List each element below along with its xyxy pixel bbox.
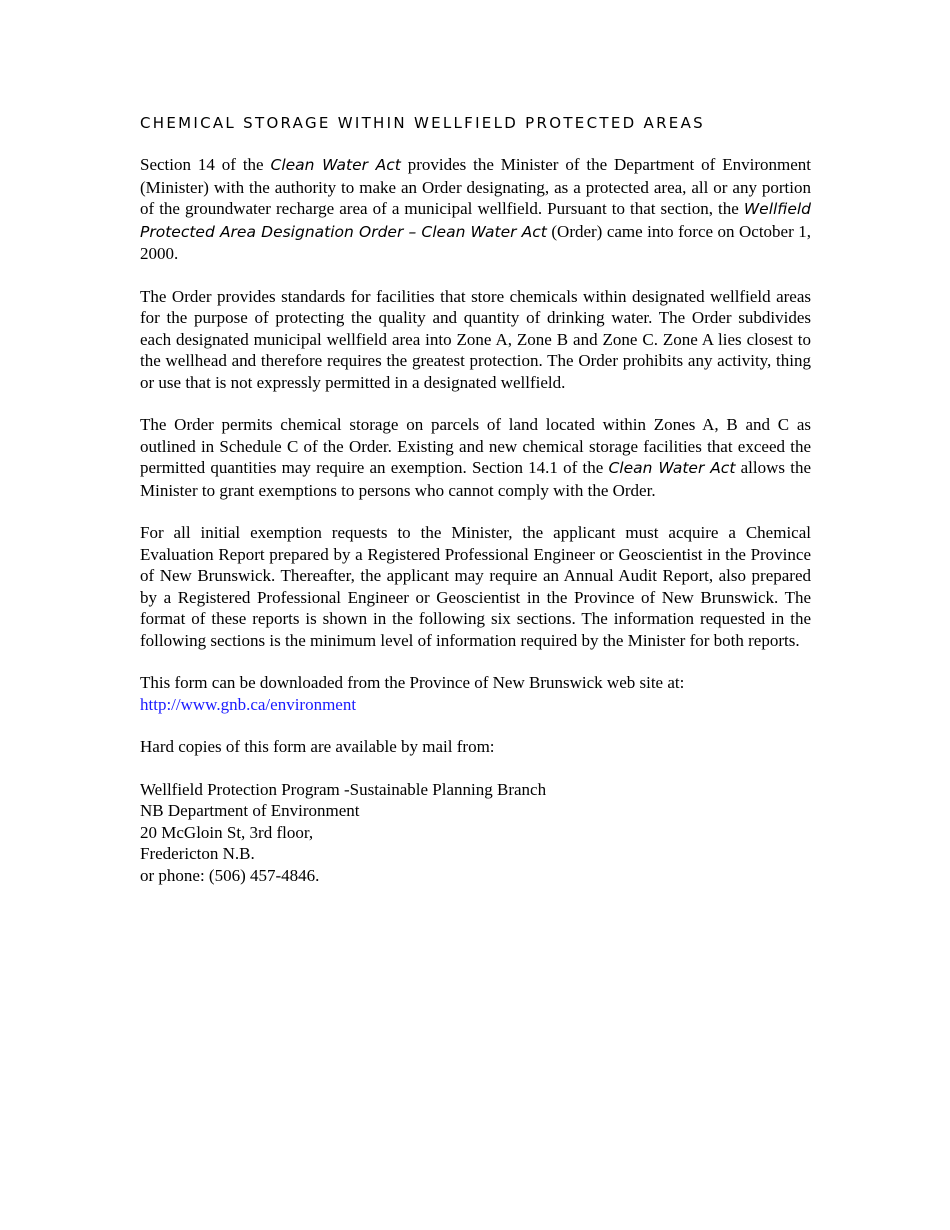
- order-title: Wellfield Protected Area Designation Order – Clean Water Act: [140, 200, 811, 241]
- paragraph-order-standards: The Order provides standards for facilities that store chemicals within designated wellfield areas for the purpose of protecting the quality and quantity of drinking water. The Order subdivides each designated municipal wellfield area into Zone A, Zone B and Zone C. Zone A lies closest to the wellhead and therefore requires the greatest protection. The Order prohibits any activity, thing or use that is not expressly permitted in a designated wellfield.: [140, 286, 811, 392]
- p1-text-1: Section 14 of the: [140, 155, 271, 174]
- address-line-2: NB Department of Environment: [140, 801, 360, 820]
- document-page: [140, 112, 811, 886]
- paragraph-clean-water-act: [140, 154, 811, 265]
- paragraph-download: [140, 672, 811, 715]
- mailing-address: [140, 779, 811, 887]
- environment-website-link[interactable]: http://www.gnb.ca/environment: [140, 694, 357, 714]
- clean-water-act-title: Clean Water Act: [270, 156, 401, 174]
- page-heading: CHEMICAL STORAGE WITHIN WELLFIELD PROTECTED AREAS: [140, 114, 705, 132]
- phone-line: or phone: (506) 457-4846.: [140, 865, 320, 885]
- address-line-3: 20 McGloin St, 3rd floor,: [140, 822, 314, 842]
- address-line-4: Fredericton N.B.: [140, 844, 255, 863]
- p3-text-2: allows the Minister to grant exemptions to persons who cannot comply with the Order.: [140, 458, 811, 500]
- paragraph-exemption-requests: For all initial exemption requests to the Minister, the applicant must acquire a Chemical Evaluation Report prepared by a Registered Professional Engineer or Geoscientist in the Province of New Brunswick. Thereafter, the applicant may require an Annual Audit Report, also prepared by a Registered Professional Engineer or Geoscientist in the Province of New Brunswick. The format of these reports is shown in the following six sections. The information requested in the following sections is the minimum level of information required by the Minister for both reports.: [140, 523, 811, 650]
- download-text: This form can be downloaded from the Province of New Brunswick web site at:: [140, 673, 685, 692]
- paragraph-hard-copies: Hard copies of this form are available by mail from:: [140, 737, 495, 756]
- address-line-1: Wellfield Protection Program -Sustainable Planning Branch: [140, 779, 547, 799]
- clean-water-act-title-2: Clean Water Act: [608, 459, 736, 477]
- p1-text-3: (Order) came into force on October 1, 2000.: [140, 221, 812, 263]
- paragraph-chemical-storage: [140, 414, 811, 501]
- p3-text-1: The Order permits chemical storage on parcels of land located within Zones A, B and C as outlined in Schedule C of the Order. Existing and new chemical storage facilities that exceed the permitted quantities may require an exemption. Section 14.1 of the: [140, 415, 811, 477]
- p1-text-2: provides the Minister of the Department of Environment (Minister) with the authority to make an Order designating, as a protected area, all or any portion of the groundwater recharge area of a municipal wellfield. Pursuant to that section, the: [140, 155, 811, 218]
